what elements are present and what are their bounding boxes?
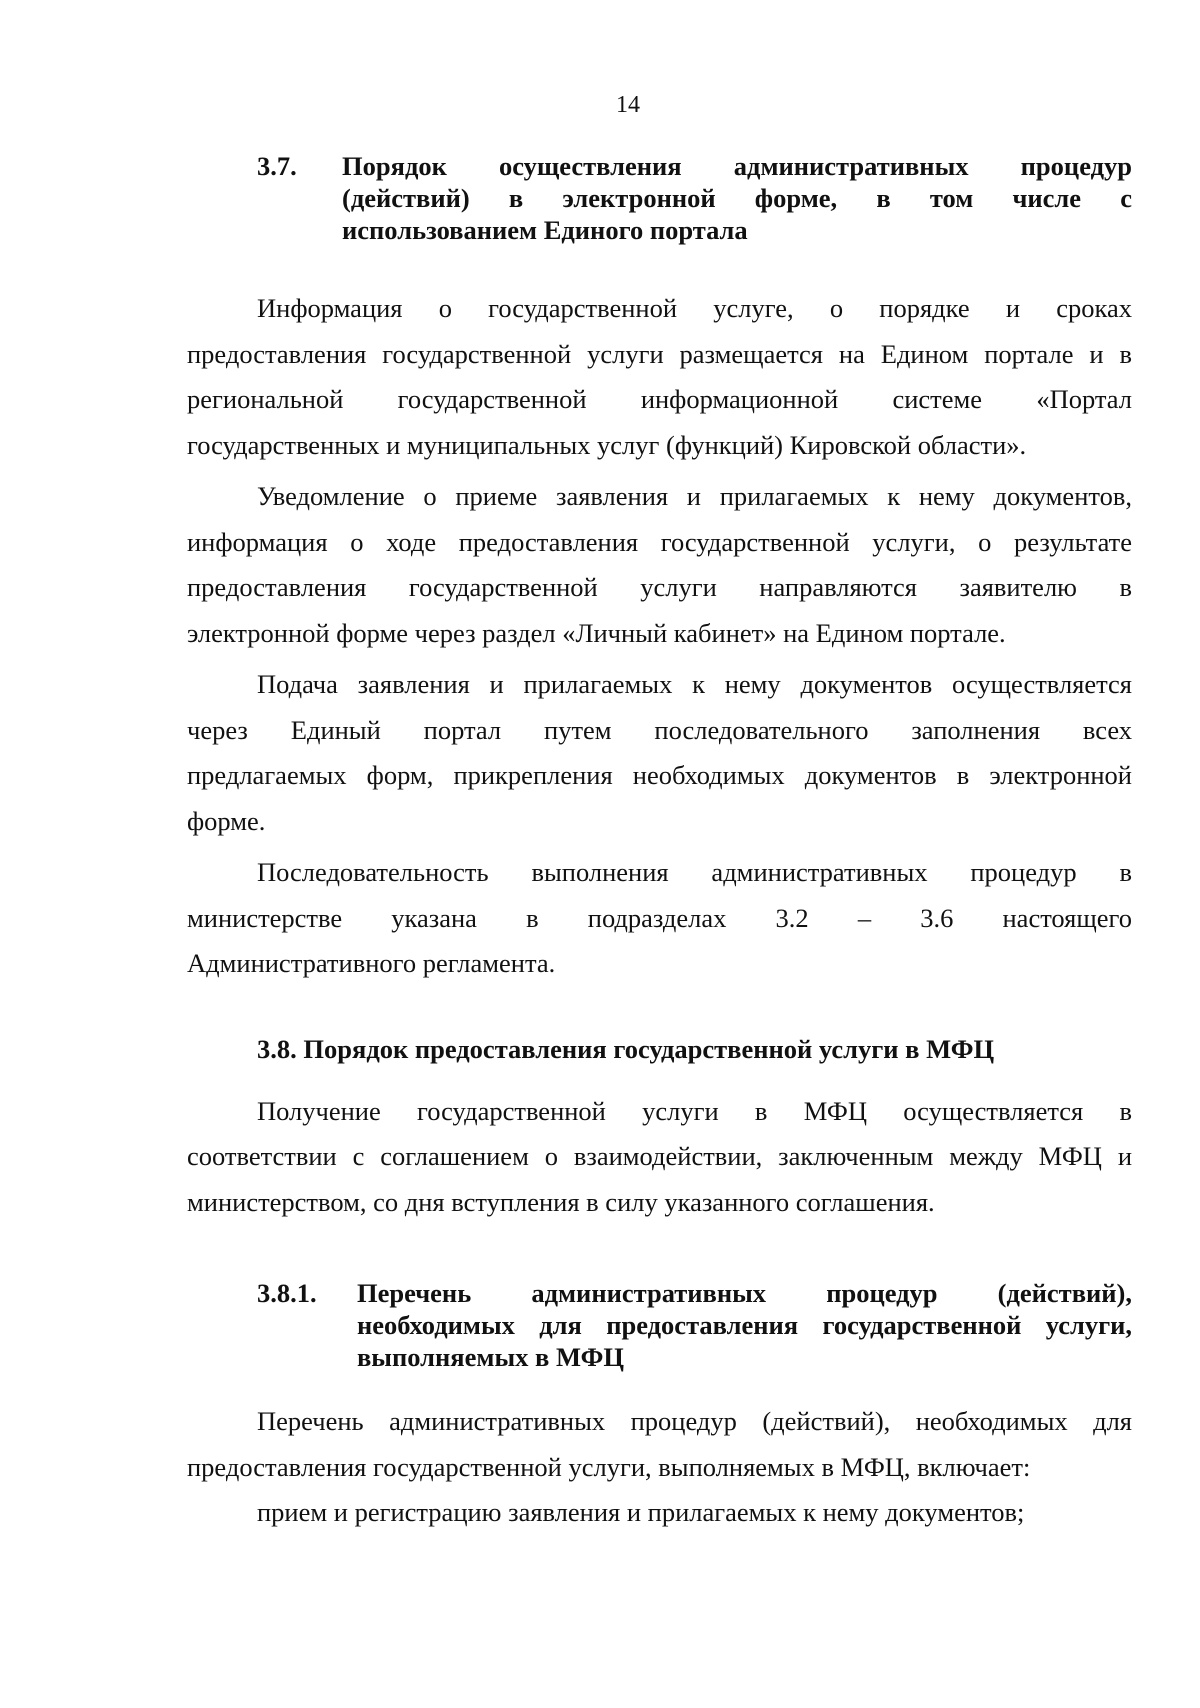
- paragraph-line: предоставления государственной услуги, выполняемых в МФЦ, включает:: [187, 1451, 1031, 1482]
- paragraph-line: форме.: [187, 805, 266, 836]
- paragraph-sequence: [187, 850, 1132, 987]
- paragraph-info-portal: [187, 286, 1132, 468]
- paragraph-line: информация о ходе предоставления государственной услуги, о результате: [187, 526, 1132, 557]
- paragraph-submission: [187, 662, 1132, 844]
- section-3-8-1-number: 3.8.1.: [257, 1278, 317, 1308]
- list-item: прием и регистрацию заявления и прилагаемых к нему документов;: [257, 1497, 1025, 1527]
- section-3-8-1-title-line-2: необходимых для предоставления государственной услуги,: [357, 1310, 1132, 1340]
- section-3-7-title-line-1: Порядок осуществления административных процедур: [342, 151, 1132, 181]
- paragraph-line: Последовательность выполнения административных процедур в: [257, 857, 1132, 887]
- section-3-7-title: [342, 150, 1132, 246]
- paragraph-line: соответствии с соглашением о взаимодействии, заключенным между МФЦ и: [187, 1141, 1132, 1171]
- section-3-7-title-line-3: использованием Единого портала: [342, 215, 748, 245]
- paragraph-notification: [187, 474, 1132, 656]
- page-number: 14: [616, 92, 640, 118]
- paragraph-line: государственных и муниципальных услуг (функций) Кировской области».: [187, 429, 1027, 460]
- paragraph-line: Получение государственной услуги в МФЦ осуществляется в: [257, 1095, 1132, 1126]
- section-3-7-heading: [187, 150, 1132, 246]
- paragraph-mfc-procedures: [187, 1399, 1132, 1536]
- paragraph-line: Подача заявления и прилагаемых к нему документов осуществляется: [257, 669, 1132, 699]
- section-3-8-1-title-line-1: Перечень административных процедур (действий),: [357, 1278, 1132, 1308]
- paragraph-line: министерством, со дня вступления в силу указанного соглашения.: [187, 1186, 935, 1217]
- section-3-8-1-title: [357, 1277, 1132, 1373]
- paragraph-line: Административного регламента.: [187, 948, 556, 978]
- section-3-7-title-line-2: (действий) в электронной форме, в том числе с: [342, 183, 1132, 213]
- section-3-7-number: 3.7.: [257, 151, 297, 181]
- paragraph-line: Уведомление о приеме заявления и прилагаемых к нему документов,: [257, 481, 1132, 511]
- paragraph-line: Перечень административных процедур (действий), необходимых для: [257, 1406, 1132, 1436]
- paragraph-line: электронной форме через раздел «Личный кабинет» на Едином портале.: [187, 617, 1006, 648]
- paragraph-line: министерстве указана в подразделах 3.2 – 3.6 настоящего: [187, 902, 1132, 933]
- section-3-8-heading: 3.8. Порядок предоставления государственной услуги в МФЦ: [257, 1033, 995, 1064]
- paragraph-line: предоставления государственной услуги направляются заявителю в: [187, 572, 1132, 602]
- paragraph-line: предлагаемых форм, прикрепления необходимых документов в электронной: [187, 760, 1132, 790]
- paragraph-line: через Единый портал путем последовательного заполнения всех: [187, 714, 1132, 745]
- paragraph-mfc-service: [187, 1089, 1132, 1226]
- page-content: [187, 150, 1132, 1536]
- paragraph-line: Информация о государственной услуге, о порядке и сроках: [257, 293, 1132, 323]
- section-3-8-1-heading: [187, 1277, 1132, 1373]
- paragraph-line: предоставления государственной услуги размещается на Едином портале и в: [187, 338, 1132, 369]
- paragraph-line: региональной государственной информационной системе «Портал: [187, 384, 1132, 414]
- section-3-8-1-title-line-3: выполняемых в МФЦ: [357, 1342, 624, 1372]
